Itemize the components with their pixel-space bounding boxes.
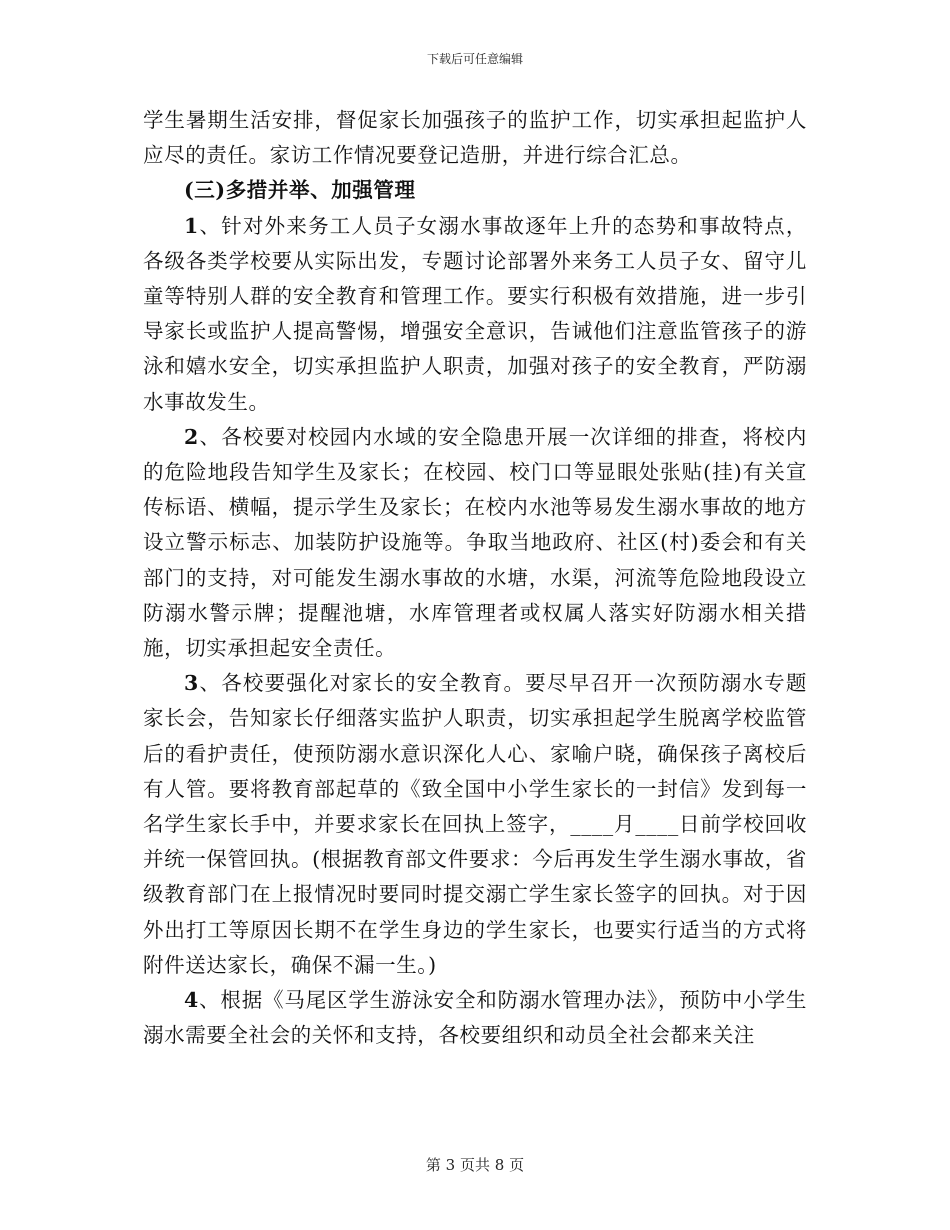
- list-item-1: [143, 209, 807, 420]
- list-item-2: [143, 420, 807, 666]
- item-text: 、各校要对校园内水域的安全隐患开展一次详细的排查，将校内的危险地段告知学生及家长；在校园、校门口等显眼处张贴(挂)有关宣传标语、横幅，提示学生及家长；在校内水池等易发生溺水事故的地方设立警示标志、加装防护设施等。争取当地政府、社区(村)委会和有关部门的支持，对可能发生溺水事故的水塘，水渠，河流等危险地段设立防溺水警示牌；提醒池塘，水库管理者或权属人落实好防溺水相关措施，切实承担起安全责任。: [143, 424, 807, 661]
- item-number: 2: [184, 424, 199, 449]
- paragraph-continued: 学生暑期生活安排，督促家长加强孩子的监护工作，切实承担起监护人应尽的责任。家访工作情况要登记造册，并进行综合汇总。: [143, 108, 807, 168]
- item-text: 、根据《马尾区学生游泳安全和防溺水管理办法》，预防中小学生溺水需要全社会的关怀和支持，各校要组织和动员全社会都来关注: [143, 988, 807, 1048]
- page-footer: 第 3 页共 8 页: [425, 1156, 525, 1174]
- document-body: [143, 103, 807, 1053]
- item-number: 3: [184, 671, 199, 696]
- item-text: 、各校要强化对家长的安全教育。要尽早召开一次预防溺水专题家长会，告知家长仔细落实监护人职责，切实承担起学生脱离学校监管后的看护责任，使预防溺水意识深化人心、家喻户晓，确保孩子离校后有人管。要将教育部起草的《致全国中小学生家长的一封信》发到每一名学生家长手中，并要求家长在回执上签字，____月____日前学校回收并统一保管回执。(根据教育部文件要求：今后再发生学生溺水事故，省级教育部门在上报情况时要同时提交溺亡学生家长签字的回执。对于因外出打工等原因长期不在学生身边的学生家长，也要实行适当的方式将附件送达家长，确保不漏一生。): [143, 671, 807, 977]
- item-number: 1: [184, 213, 199, 238]
- section-heading: (三)多措并举、加强管理: [184, 178, 416, 203]
- item-number: 4: [184, 988, 199, 1013]
- list-item-3: [143, 666, 807, 983]
- item-text: 、针对外来务工人员子女溺水事故逐年上升的态势和事故特点，各级各类学校要从实际出发，专题讨论部署外来务工人员子女、留守儿童等特别人群的安全教育和管理工作。要实行积极有效措施，进一步引导家长或监护人提高警惕，增强安全意识，告诫他们注意监管孩子的游泳和嬉水安全，切实承担监护人职责，加强对孩子的安全教育，严防溺水事故发生。: [143, 213, 807, 414]
- page-header: 下载后可任意编辑: [426, 52, 523, 66]
- list-item-4: [143, 983, 807, 1053]
